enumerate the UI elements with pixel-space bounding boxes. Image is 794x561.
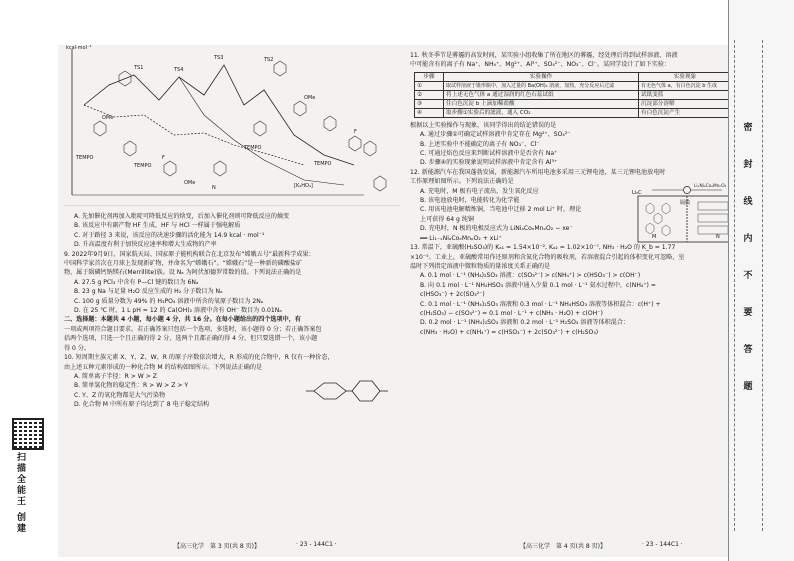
seal-char: 密 <box>743 123 753 133</box>
q11-question: 根据以上实验操作与现象，该同学得出的结论错误的是 <box>410 121 557 129</box>
separator-label: 隔膜 <box>680 199 691 206</box>
path-1-line <box>84 65 354 165</box>
page-4-footer <box>410 541 746 551</box>
table-cell: ④ <box>415 108 444 117</box>
q11-stem-2: 中可能含有的离子有 Na⁺、NH₄⁺、Mg²⁺、Al³⁺、SO₄²⁻、NO₃⁻、Cl⁻。某同学设计了如下实验： <box>410 61 671 69</box>
table-cell: ② <box>415 90 444 99</box>
table-cell: 沉淀部分溶解 <box>639 99 732 108</box>
q8-option-c: C. 对于路径 3 来说，该反应的决速步骤的活化能为 14.9 kcal · mol⁻¹ <box>74 231 265 239</box>
q11-option-c: C. 可通过焰色反应来判断试样溶液中是否含有 Na⁺ <box>420 150 558 158</box>
reagent-label: [K₂HO₄] <box>294 183 313 189</box>
binding-dashed-line <box>762 40 763 531</box>
table-cell: 试纸变蓝 <box>639 90 732 99</box>
table-cell: ③ <box>415 99 444 108</box>
ts3-label: TS3 <box>214 55 224 61</box>
f-label-2: F <box>354 129 357 135</box>
binding-margin <box>728 0 794 561</box>
question-9 <box>64 250 400 316</box>
ts2-label: TS2 <box>264 57 274 63</box>
path-2-line <box>84 105 304 165</box>
q9-option-d: D. 在 25 ℃ 时，1 L pH = 12 的 Ca(OH)₂ 溶液中含有 OH⁻ 数目为 0.01Nₐ <box>74 307 282 315</box>
question-13 <box>410 243 746 337</box>
q10-option-a: A. 简单离子半径：R > W > Z <box>74 372 157 380</box>
q10-stem-2: 由上述五种元素形成的一种化合物 M 的结构如图所示。下列说法正确的是 <box>64 363 263 371</box>
q9-option-c: C. 100 g 质量分数为 49% 的 H₃PO₄ 溶液中所含的氧原子数目为 2Nₐ <box>74 297 264 305</box>
section-2-line-2: 一项或两项符合题目要求。若正确答案只包括一个选项，多选时，该小题得 0 分；若正确答案包 <box>64 325 322 333</box>
seal-char: 题 <box>743 382 753 392</box>
n-label: N <box>212 185 216 191</box>
ome-label-2: OMe <box>184 180 196 186</box>
tempo-label-1: TEMPO <box>76 155 94 161</box>
q12-stem-2: 工作原理如图所示。下列说法正确的是 <box>410 178 514 186</box>
anode-material-label: Li₀C <box>632 189 642 196</box>
electrode-m-label: M <box>652 233 657 240</box>
q9-stem-3: 物，属于陨磷钙钠镁石(Merrillite)族。设 Nₐ 为阿伏加德罗常数的值。下列说法正确的是 <box>64 269 302 277</box>
seal-char: 线 <box>743 197 753 207</box>
q8-option-a: A. 先加催化剂再加入吡啶可降低反应的焓变，后加入催化剂则可降低反应的熵变 <box>74 213 290 220</box>
seal-char: 不 <box>743 271 753 281</box>
seal-char: 要 <box>743 308 753 318</box>
q10-option-c: C. Y、Z 的氧化物都是大气污染物 <box>74 391 166 399</box>
question-11 <box>410 51 746 168</box>
q9-stem-1: 9. 2022年9月9日，国家航天局、国家原子能机构联合在北京发布“嫦娥五号”最新科学成果： <box>64 250 315 258</box>
table-header-step: 步骤 <box>415 72 444 81</box>
axis-unit-label: kcal·mol⁻¹ <box>66 45 92 51</box>
question-12 <box>410 168 746 243</box>
table-header-phenomenon: 实验现象 <box>639 72 732 81</box>
qr-code-icon <box>12 418 44 450</box>
scanned-sheet <box>58 45 780 557</box>
ome-label-1: OMe <box>102 115 114 121</box>
table-header-row <box>415 72 732 81</box>
table-cell: 往白色沉淀 b 上滴加稀盐酸 <box>444 99 639 108</box>
page-3 <box>64 45 400 557</box>
q12-option-c: C. 用该电池电解精炼铜，当电池中迁移 2 mol Li⁺ 时，理论 <box>420 206 582 214</box>
tempo-label-2: TEMPO <box>134 163 152 169</box>
experiment-table <box>414 72 732 118</box>
ts1-label: TS1 <box>134 65 144 71</box>
seal-line-text <box>740 120 756 392</box>
q13-option-d-cont: c(NH₃ · H₂O) + c(NH₄⁺) = c(HSO₃⁻) + 2c(SO₃²⁻) + c(H₂SO₃) <box>420 328 599 336</box>
tempo-label-4: TEMPO <box>314 161 332 167</box>
table-row <box>415 108 732 117</box>
section-2-line-3: 括两个选项，只选一个且正确的得 2 分，选两个且都正确的得 4 分，但只要选错一个，该小题 <box>64 335 318 343</box>
page-3-footer <box>64 541 400 551</box>
q11-stem-1: 11. 秋冬季节是雾霾的高发时间，某实验小组收集了所在地区的雾霾，经处理后得到试样溶液，溶液 <box>410 52 678 59</box>
table-row <box>415 81 732 90</box>
table-cell: 取步骤①实验后的滤液，通入 CO₂ <box>444 108 639 117</box>
table-cell: ① <box>415 81 444 90</box>
table-cell: 取试样溶液于锥形瓶中，加入过量的 Ba(OH)₂ 溶液，加热，充分反应后过滤 <box>444 81 639 90</box>
q11-option-b: B. 上述实验中不能确定的离子有 NO₃⁻、Cl⁻ <box>420 140 540 148</box>
q9-stem-2: 中国科学家首次在月球上发现新矿物，并命名为“嫦娥石”。“嫦娥石”是一种新的磷酸盐矿 <box>64 260 303 268</box>
table-cell: 有无色气体 a，有白色沉淀 b 生成 <box>639 81 732 90</box>
page-4 <box>410 45 746 557</box>
q9-option-a: A. 27.5 g PCl₃ 中含有 P—Cl 键的数目为 6Nₐ <box>74 278 199 286</box>
q12-option-c-cont: 上可获得 64 g 纯铜 <box>420 215 474 223</box>
q10-stem-1: 10. 短周期主族元素 X、Y、Z、W、R 的原子序数依次增大，R 形成的化合物中，R 仅有一种价态， <box>64 354 334 362</box>
q9-option-b: B. 23 g Na 与足量 H₂O 反应生成的 H₂ 分子数目为 Nₐ <box>74 288 223 296</box>
page-4-footer-title: 【高三化学 第 4 页(共 8 页)】 <box>520 543 606 550</box>
table-cell: 有白色沉淀产生 <box>639 108 732 117</box>
q13-stem-2: ×10⁻⁵。工业上，亚硫酸常用作还原剂和含氮化合物的吸收剂，若溶液混合引起的体积变化可忽略，室 <box>410 253 685 261</box>
q13-option-b: B. 向 0.1 mol · L⁻¹ NH₄HSO₃ 溶液中通入少量 0.1 mol · L⁻¹ 氨水过程中，c(NH₄⁺) = <box>420 281 656 289</box>
q10-option-b: B. 简单氢化物的稳定性：R > W > Z > Y <box>74 382 189 390</box>
q13-option-c: C. 0.1 mol · L⁻¹ (NH₄)₂SO₃ 溶液和 0.3 mol · L⁻¹ NH₄HSO₃ 溶液等体积混合：c(H⁺) + <box>420 300 661 308</box>
ome-label-3: OMe <box>304 95 316 101</box>
ts4-label: TS4 <box>174 67 184 73</box>
seal-char: 答 <box>743 345 753 355</box>
path-3-line <box>179 77 344 185</box>
question-10 <box>64 353 400 409</box>
compound-m-structure <box>304 367 390 415</box>
q11-option-a: A. 通过步骤①可确定试样溶液中肯定存在 Mg²⁺、SO₄²⁻ <box>420 131 571 139</box>
section-2-line-1: 二、选择题：本题共 4 小题，每小题 4 分，共 16 分。在每小题给出的四个选项中，有 <box>64 316 301 324</box>
page-4-footer-code: · 23 - 144C1 · <box>642 541 683 548</box>
q12-option-a: A. 充电时，M 极有电子流出，发生氧化反应 <box>420 187 539 195</box>
molecule-sketches <box>94 61 386 191</box>
q12-option-d-cont: ══ Li₁₋ₓNiₐCoₑMnₒO₂ + xLi⁺ <box>420 234 502 242</box>
table-row <box>415 90 732 99</box>
page-3-footer-code: · 23 - 144C1 · <box>296 541 337 548</box>
q13-option-d: D. 0.2 mol · L⁻¹ (NH₄)₂SO₃ 溶液和 0.2 mol · L⁻¹ H₂SO₃ 溶液等体积混合： <box>420 319 630 327</box>
q8-option-b: B. 该反应中有副产物 HF 生成，HF 与 HCl 一样属于强电解质 <box>74 222 241 230</box>
battery-svg <box>632 183 742 244</box>
q10-option-d: D. 化合物 M 中所有原子均达到了 8 电子稳定结构 <box>74 401 210 409</box>
q13-option-b-cont: c(HSO₃⁻) + 2c(SO₃²⁻) <box>420 291 485 299</box>
page-3-footer-title: 【高三化学 第 3 页(共 8 页)】 <box>174 543 260 550</box>
binding-dashed-line <box>734 40 735 531</box>
q13-stem-1: 13. 常温下，亚硫酸(H₂SO₃)的 Kₐ₁ = 1.54×10⁻², Kₐ₂ = 1.02×10⁻⁷, NH₃ · H₂O 的 K_b = 1.77 <box>410 244 676 252</box>
q8-option-d: D. 升高温度有利于加快反应速率和增大生成物的产率 <box>74 241 217 249</box>
q13-option-a: A. 0.1 mol · L⁻¹ (NH₄)₂SO₃ 溶液：c(SO₃²⁻) > c(NH₄⁺) > c(HSO₃⁻) > c(OH⁻) <box>420 272 641 280</box>
cathode-material-label: LiₓNiₐCoₑMnₒO₂ <box>694 183 727 189</box>
battery-diagram <box>632 183 742 244</box>
section-2-line-4: 得 0 分。 <box>64 344 91 352</box>
q13-option-c-cont: c(H₂SO₃) − c(SO₃²⁻) = 0.1 mol · L⁻¹ + c(NH₃ · H₂O) + c(OH⁻) <box>420 309 603 317</box>
electrode-n-label: N <box>716 233 720 240</box>
q13-stem-3: 温时下列指定溶液中微粒物质的量浓度关系正确的是 <box>410 262 551 270</box>
table-cell: 将上述无色气体 a 通过湿润的红色石蕊试纸 <box>444 90 639 99</box>
f-label-1: F <box>162 155 165 161</box>
energy-profile-svg <box>64 45 400 205</box>
seal-char: 封 <box>743 160 753 170</box>
question-8-options <box>64 212 400 250</box>
q12-option-b: B. 该电池放电时，电能转化为化学能 <box>420 197 520 205</box>
q11-option-d: D. 步骤④的实验现象说明试样溶液中肯定含有 Al³⁺ <box>420 159 558 167</box>
scanner-watermark: 扫描全能王 创建 <box>15 452 25 535</box>
reaction-energy-diagram <box>64 45 400 206</box>
q12-stem-1: 12. 新能源汽车在我国蓬勃发展，新能源汽车所用电池多采用三元锂电池，某三元锂电池放电时 <box>410 168 666 176</box>
tempo-label-3: TEMPO <box>244 145 262 151</box>
seal-char: 内 <box>743 234 753 244</box>
table-header-operation: 实验操作 <box>444 72 639 81</box>
q12-option-d: D. 充电时，N 极的电极反应式为 LiNiₐCoₑMnₒO₂ − xe⁻ <box>420 225 573 233</box>
section-2-instructions <box>64 315 400 353</box>
table-row <box>415 99 732 108</box>
